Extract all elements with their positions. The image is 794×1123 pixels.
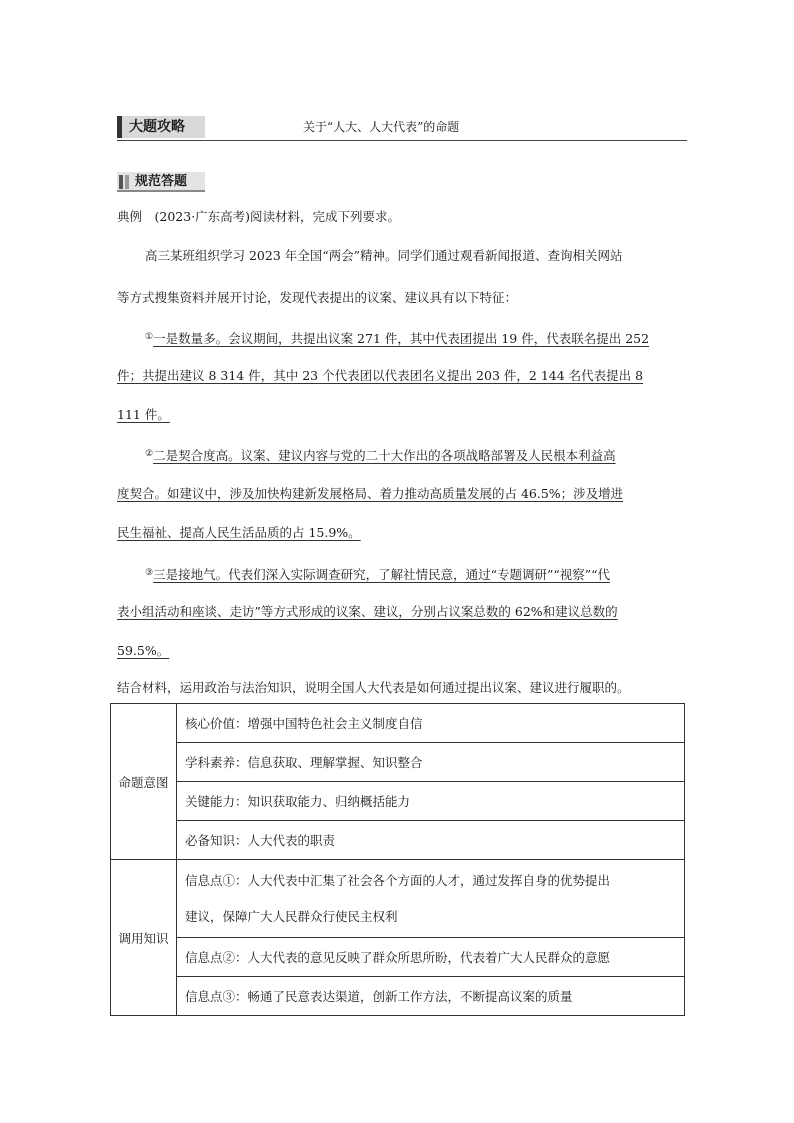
intent-header: 命题意图 [111, 704, 177, 860]
question-text: 结合材料，运用政治与法治知识，说明全国人大代表是如何通过提出议案、建议进行履职的。 [117, 680, 630, 695]
knowledge-row-1-line2: 建议，保障广大人民群众行使民主权利 [185, 908, 398, 924]
intent-row-1: 核心价值：增强中国特色社会主义制度自信 [177, 704, 685, 743]
point2-mark: ② [145, 449, 154, 459]
intent-row-4: 必备知识：人大代表的职责 [177, 821, 685, 860]
knowledge-row-2: 信息点②：人大代表的意见反映了群众所思所盼，代表着广大人民群众的意愿 [177, 938, 685, 977]
point3-text-1: 三是接地气。代表们深入实际调查研究，了解社情民意，通过“专题调研”“视察”“代 [153, 567, 611, 582]
table-row [111, 860, 685, 938]
table-row [111, 938, 685, 977]
knowledge-header: 调用知识 [111, 860, 177, 1016]
header-title: 关于“人大、人大代表”的命题 [303, 120, 460, 134]
point1-mark: ① [145, 332, 154, 342]
point1-line2: 件；共提出建议 8 314 件，其中 23 个代表团以代表团名义提出 203 件，2 144 名代表提出 8 [117, 368, 644, 383]
knowledge-row-3: 信息点③：畅通了民意表达渠道，创新工作方法，不断提高议案的质量 [177, 977, 685, 1016]
table-row [111, 821, 685, 860]
table-row [111, 743, 685, 782]
point1-line3: 111 件。 [117, 407, 170, 422]
point3-mark: ③ [145, 568, 154, 578]
intent-row-2: 学科素养：信息获取、理解掌握、知识整合 [177, 743, 685, 782]
point2-line1 [145, 445, 616, 465]
point1-text-1: 一是数量多。会议期间，共提出议案 271 件，其中代表团提出 19 件，代表联名提出 252 [153, 331, 650, 346]
point3-line1 [145, 564, 610, 584]
table-row [111, 782, 685, 821]
material-para1-line1: 高三某班组织学习 2023 年全国“两会”精神。同学们通过观看新闻报道、查询相关网站 [145, 248, 623, 263]
knowledge-row-1-line1: 信息点①：人大代表中汇集了社会各个方面的人才，通过发挥自身的优势提出 [185, 872, 611, 888]
analysis-table [110, 703, 685, 1016]
point2-line2: 度契合。如建议中，涉及加快构建新发展格局、着力推动高质量发展的占 46.5%；涉及增进 [117, 486, 624, 501]
header-tag: 大题攻略 [117, 116, 205, 138]
point1-line1 [145, 328, 649, 348]
point2-text-1: 二是契合度高。议案、建议内容与党的二十大作出的各项战略部署及人民根本利益高 [153, 448, 616, 463]
point2-line3: 民生福祉、提高人民生活品质的占 15.9%。 [117, 525, 361, 540]
example-intro: 典例 (2023·广东高考)阅读材料，完成下列要求。 [117, 209, 401, 224]
intent-row-3: 关键能力：知识获取能力、归纳概括能力 [177, 782, 685, 821]
section-heading: 规范答题 [117, 172, 205, 192]
knowledge-row-1 [177, 860, 685, 938]
page-header [117, 116, 687, 141]
table-row [111, 704, 685, 743]
point3-line3: 59.5%。 [117, 643, 170, 658]
point3-line2: 表小组活动和座谈、走访”等方式形成的议案、建议，分别占议案总数的 62%和建议总数的 [117, 604, 618, 619]
material-para1-line2: 等方式搜集资料并展开讨论，发现代表提出的议案、建议具有以下特征： [117, 290, 518, 305]
table-row [111, 977, 685, 1016]
